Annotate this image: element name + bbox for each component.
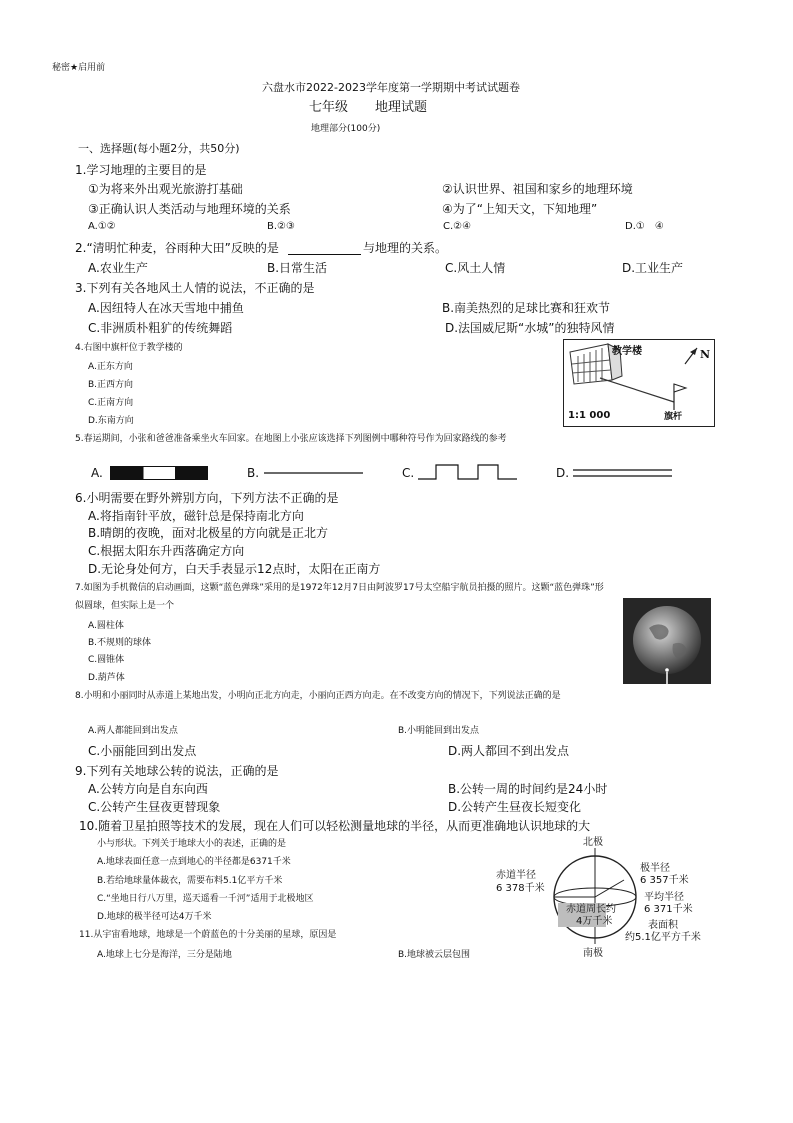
- q7-option-c: C.圆锥体: [88, 655, 125, 665]
- q2-option-d: D.工业生产: [622, 261, 684, 275]
- south-pole-label: 南极: [583, 948, 603, 959]
- q10-stem-line1: 10.随着卫星拍照等技术的发展，现在人们可以轻松测量地球的半径，从而更准确地认识地球的大: [79, 819, 591, 833]
- q11-option-a: A.地球上七分是海洋，三分是陆地: [97, 950, 232, 960]
- q6-option-a: A.将指南针平放，磁针总是保持南北方向: [88, 509, 304, 523]
- section-heading: 一、选择题(每小题2分，共50分): [78, 142, 240, 155]
- q9-option-d: D.公转产生昼夜长短变化: [448, 800, 582, 814]
- highway-symbol: [573, 465, 673, 481]
- q2-option-a: A.农业生产: [88, 261, 148, 275]
- q8-option-b: B.小明能回到出发点: [398, 726, 480, 736]
- q6-option-d: D.无论身处何方，白天手表显示12点时，太阳在正南方: [88, 562, 381, 576]
- q3-option-b: B.南美热烈的足球比赛和狂欢节: [442, 301, 611, 315]
- exam-title: 六盘水市2022-2023学年度第一学期期中考试试题卷: [262, 81, 520, 94]
- q6-option-b: B.晴朗的夜晚，面对北极星的方向就是正北方: [88, 526, 329, 540]
- q8-option-c: C.小丽能回到出发点: [88, 744, 197, 758]
- q2-stem-start: 2.“清明忙种麦，谷雨种大田”反映的是: [75, 241, 279, 255]
- q9-option-c: C.公转产生昼夜更替现象: [88, 800, 221, 814]
- building-label: 教学楼: [612, 346, 642, 357]
- q7-option-b: B.不规则的球体: [88, 638, 152, 648]
- q10-option-b: B.若给地球量体裁衣，需要布料5.1亿平方千米: [97, 876, 283, 886]
- secret-label: 秘密★启用前: [52, 63, 106, 73]
- subject-label: 地理试题: [375, 100, 428, 115]
- q7-option-d: D.葫芦体: [88, 673, 125, 683]
- q8-option-a: A.两人都能回到出发点: [88, 726, 178, 736]
- equator-circumference-value: 4万千米: [576, 916, 613, 927]
- q3-option-d: D.法国威尼斯“水城”的独特风情: [445, 321, 615, 335]
- q1-option-d: D.① ④: [625, 221, 664, 232]
- q4-option-d: D.东南方向: [88, 416, 134, 426]
- q9-option-a: A.公转方向是自东向西: [88, 782, 208, 796]
- q8-option-d: D.两人都回不到出发点: [448, 744, 570, 758]
- q1-statement-4: ④为了“上知天文，下知地理”: [442, 202, 598, 216]
- mean-radius-label: 平均半径: [644, 892, 684, 903]
- q9-stem: 9.下列有关地球公转的说法，正确的是: [75, 764, 279, 778]
- section-score: 地理部分(100分): [311, 124, 381, 134]
- q7-option-a: A.圆柱体: [88, 621, 124, 631]
- north-pole-label: 北极: [583, 837, 603, 848]
- q4-option-b: B.正西方向: [88, 380, 134, 390]
- surface-area-label: 表面积: [648, 920, 678, 931]
- q10-stem-line2: 小与形状。下列关于地球大小的表述，正确的是: [97, 839, 287, 849]
- wall-symbol: [418, 463, 518, 481]
- q5-option-d: D.: [556, 466, 570, 480]
- grade-label: 七年级: [309, 100, 349, 115]
- q1-option-c: C.②④: [443, 221, 472, 232]
- q7-stem-line2: 似圆球，但实际上是一个: [75, 601, 175, 611]
- q5-option-b: B.: [247, 466, 260, 480]
- flagpole-label: 旗杆: [664, 412, 683, 422]
- q6-stem: 6.小明需要在野外辨别方向，下列方法不正确的是: [75, 491, 339, 505]
- equator-circumference-label: 赤道周长约: [566, 904, 616, 915]
- equatorial-radius-value: 6 378千米: [496, 883, 545, 894]
- q1-option-b: B.②③: [267, 221, 295, 232]
- blue-marble-image: [623, 598, 711, 684]
- q2-option-c: C.风土人情: [445, 261, 506, 275]
- q3-option-c: C.非洲质朴粗犷的传统舞蹈: [88, 321, 233, 335]
- q5-option-a: A.: [91, 466, 103, 480]
- surface-area-value: 约5.1亿平方千米: [625, 932, 701, 943]
- q11-option-b: B.地球被云层包围: [398, 950, 471, 960]
- q10-option-d: D.地球的极半径可达4万千米: [97, 912, 212, 922]
- q6-option-c: C.根据太阳东升西落确定方向: [88, 544, 245, 558]
- campus-map-figure: [563, 339, 715, 427]
- q10-option-c: C.“坐地日行八万里，巡天遥看一千河”适用于北极地区: [97, 894, 314, 904]
- q5-option-c: C.: [402, 466, 415, 480]
- q2-option-b: B.日常生活: [267, 261, 328, 275]
- railway-symbol: [110, 465, 208, 481]
- polar-radius-value: 6 357千米: [640, 875, 689, 886]
- q7-stem-line1: 7.如图为手机微信的启动画面，这颗“蓝色弹珠”采用的是1972年12月7日由阿波罗17号太空船宇航员拍摄的照片。这颗“蓝色弹珠”形: [75, 583, 604, 593]
- q9-option-b: B.公转一周的时间约是24小时: [448, 782, 608, 796]
- q4-option-c: C.正南方向: [88, 398, 134, 408]
- road-line-symbol: [264, 465, 364, 481]
- equatorial-radius-label: 赤道半径: [496, 870, 536, 881]
- q2-blank: [288, 254, 361, 255]
- q1-stem: 1.学习地理的主要目的是: [75, 163, 207, 177]
- q2-stem-end: 与地理的关系。: [363, 241, 448, 255]
- q1-option-a: A.①②: [88, 221, 116, 232]
- q3-stem: 3.下列有关各地风土人情的说法，不正确的是: [75, 281, 315, 295]
- q1-statement-1: ①为将来外出观光旅游打基础: [88, 182, 243, 196]
- q4-stem: 4.右图中旗杆位于教学楼的: [75, 343, 183, 353]
- polar-radius-label: 极半径: [640, 863, 670, 874]
- q8-stem: 8.小明和小丽同时从赤道上某地出发，小明向正北方向走，小丽向正西方向走。在不改变方向的情况下，下列说法正确的是: [75, 691, 561, 701]
- north-arrow-label: N: [700, 348, 711, 361]
- map-scale: 1:1 000: [568, 410, 611, 421]
- q1-statement-2: ②认识世界、祖国和家乡的地理环境: [442, 182, 633, 196]
- q3-option-a: A.因纽特人在冰天雪地中捕鱼: [88, 301, 244, 315]
- q11-stem: 11.从宇宙看地球，地球是一个蔚蓝色的十分美丽的星球，原因是: [79, 930, 337, 940]
- q4-option-a: A.正东方向: [88, 362, 133, 372]
- q5-stem: 5.春运期间，小张和爸爸准备乘坐火车回家。在地图上小张应该选择下列图例中哪种符号作为回家路线的参考: [75, 434, 507, 444]
- q10-option-a: A.地球表面任意一点到地心的半径都是6371千米: [97, 857, 291, 867]
- q1-statement-3: ③正确认识人类活动与地理环境的关系: [88, 202, 291, 216]
- mean-radius-value: 6 371千米: [644, 904, 693, 915]
